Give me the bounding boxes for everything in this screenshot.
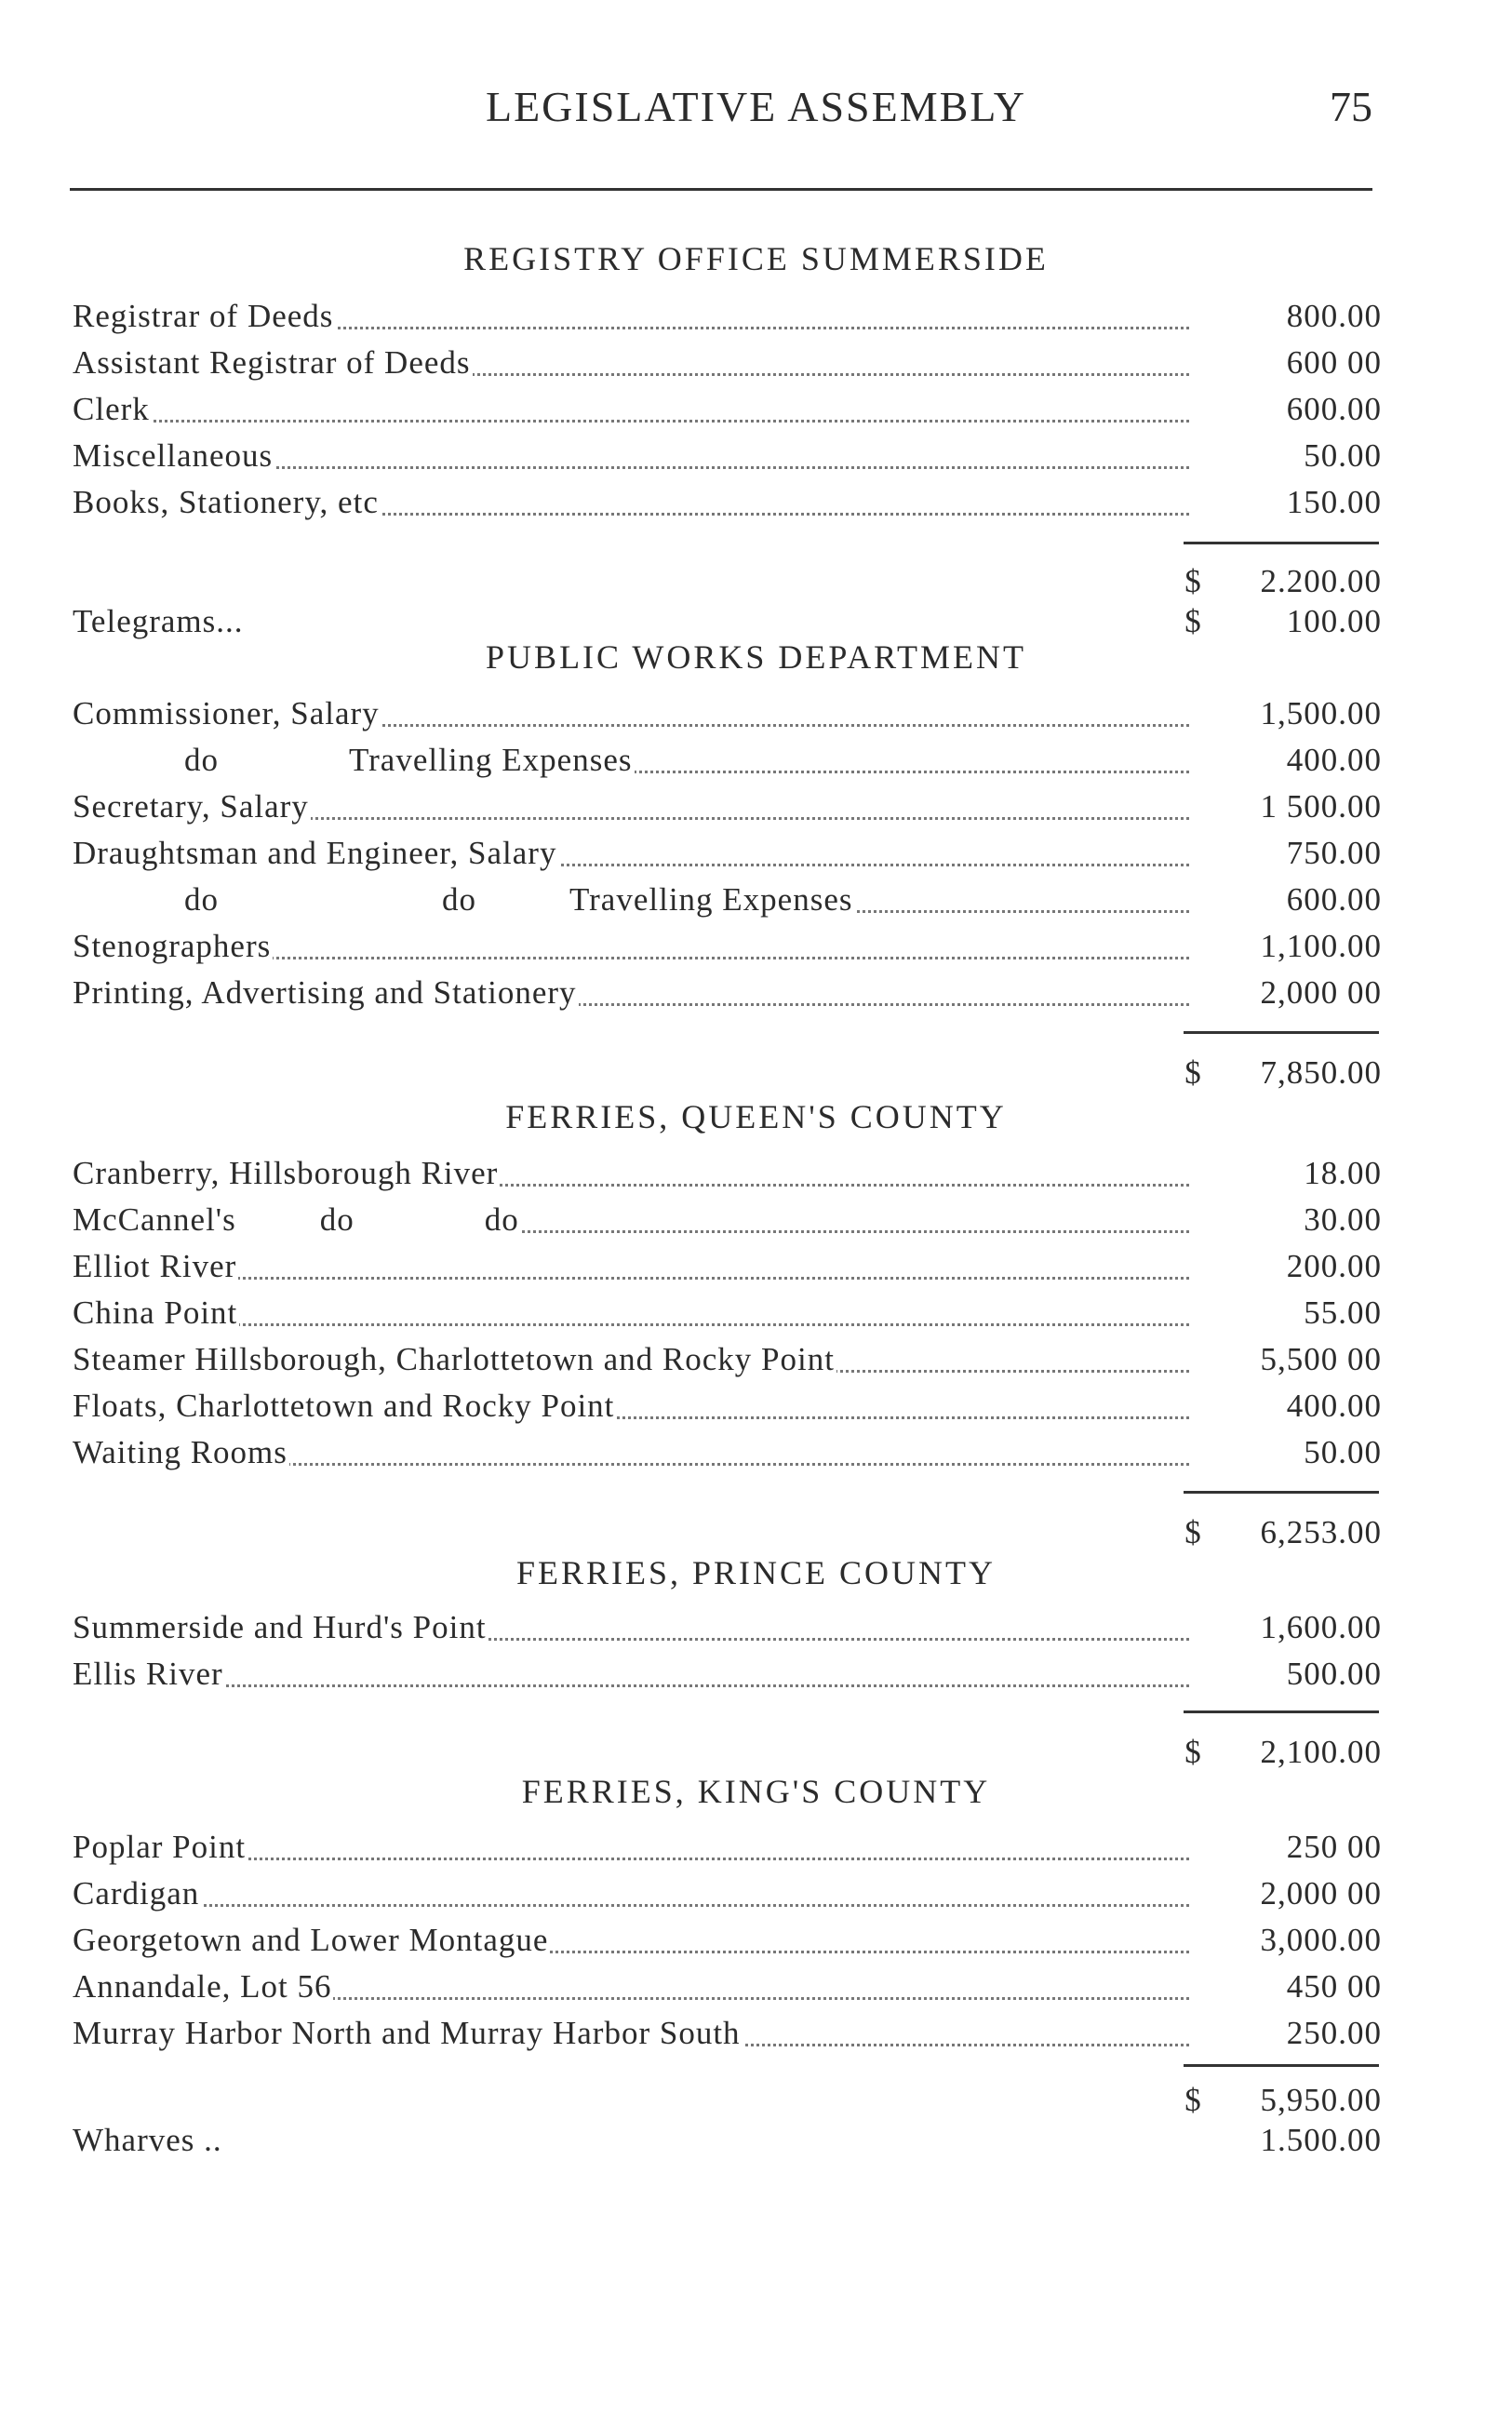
page-header — [0, 82, 1512, 147]
currency-sign: $ — [1184, 1734, 1201, 1770]
line-item-label: Summerside and Hurd's Point — [73, 1609, 487, 1645]
line-item-amount: 250.00 — [1286, 2015, 1382, 2051]
line-item — [0, 1150, 1512, 1197]
currency-sign: $ — [1184, 2082, 1201, 2118]
line-item — [0, 1336, 1512, 1383]
line-item — [0, 923, 1512, 970]
line-item-amount: 100.00 — [1286, 603, 1382, 639]
section-total-amount: 2.200.00 — [1260, 563, 1382, 599]
line-item — [0, 1651, 1512, 1697]
line-item-label: Wharves .. — [73, 2122, 222, 2158]
section-title-ferries-prince: FERRIES, PRINCE COUNTY — [515, 1554, 997, 1591]
line-item-amount: 1.500.00 — [1260, 2122, 1382, 2158]
line-item-amount: 5,500 00 — [1260, 1341, 1382, 1377]
line-item — [0, 1290, 1512, 1336]
section-title-ferries-queens: FERRIES, QUEEN'S COUNTY — [505, 1098, 1007, 1135]
line-item — [0, 1824, 1512, 1871]
ditto-mark: do — [184, 881, 219, 918]
line-item-amount: 1,100.00 — [1260, 928, 1382, 964]
line-item — [0, 1604, 1512, 1651]
section-title-public-works: PUBLIC WORKS DEPARTMENT — [486, 638, 1026, 676]
line-item-amount: 1,500.00 — [1260, 695, 1382, 731]
line-item — [0, 1964, 1512, 2010]
line-item-label: China Point — [73, 1294, 238, 1331]
subtotal-rule — [1184, 2064, 1379, 2067]
line-item-label: Assistant Registrar of Deeds — [73, 344, 471, 381]
line-item-amount: 3,000.00 — [1260, 1922, 1382, 1958]
line-item-amount: 1 500.00 — [1260, 788, 1382, 825]
line-item — [0, 1871, 1512, 1917]
line-item — [0, 784, 1512, 830]
ditto-mark: do — [484, 1201, 519, 1238]
line-item-label: Draughtsman and Engineer, Salary — [73, 835, 557, 871]
section-total — [0, 1050, 1512, 1096]
line-item-label: Commissioner, Salary — [73, 695, 380, 731]
line-item-label: Stenographers — [73, 928, 272, 964]
line-item — [0, 1429, 1512, 1476]
section-title-registry: REGISTRY OFFICE SUMMERSIDE — [463, 240, 1049, 277]
currency-sign: $ — [1184, 603, 1201, 639]
line-item-amount: 250 00 — [1286, 1829, 1382, 1865]
line-item-label: Elliot River — [73, 1248, 237, 1284]
section-total — [0, 1729, 1512, 1776]
page-number: 75 — [1330, 83, 1372, 130]
line-item — [0, 1917, 1512, 1964]
line-item-label: Steamer Hillsborough, Charlottetown and Rocky Point — [73, 1341, 835, 1377]
line-item-amount: 500.00 — [1286, 1656, 1382, 1692]
line-item-amount: 1,600.00 — [1260, 1609, 1382, 1645]
line-item-label: Travelling Expenses — [569, 881, 853, 918]
line-item-amount: 50.00 — [1304, 437, 1382, 474]
currency-sign: $ — [1184, 563, 1201, 599]
line-item-label: Registrar of Deeds — [73, 298, 334, 334]
line-item-label: Murray Harbor North and Murray Harbor South — [73, 2015, 741, 2051]
line-item-amount: 150.00 — [1286, 484, 1382, 520]
ditto-mark: do — [184, 742, 219, 778]
line-item-label: Ellis River — [73, 1656, 223, 1692]
line-item-label: Travelling Expenses — [349, 742, 633, 778]
section-total-amount: 5,950.00 — [1260, 2082, 1382, 2118]
line-item — [0, 737, 1512, 784]
line-item-label: Books, Stationery, etc — [73, 484, 379, 520]
line-item-amount: 2,000 00 — [1260, 974, 1382, 1011]
line-item-amount: 600.00 — [1286, 881, 1382, 918]
line-item — [0, 293, 1512, 340]
line-item-label: Floats, Charlottetown and Rocky Point — [73, 1388, 615, 1424]
ditto-mark: do — [442, 881, 476, 918]
line-item-label: Cardigan — [73, 1875, 200, 1912]
section-total-amount: 2,100.00 — [1260, 1734, 1382, 1770]
line-item-label: Cranberry, Hillsborough River — [73, 1155, 499, 1191]
header-rule — [70, 188, 1372, 191]
section-total-amount: 7,850.00 — [1260, 1054, 1382, 1091]
line-item-amount: 55.00 — [1304, 1294, 1382, 1331]
subtotal-rule — [1184, 1710, 1379, 1713]
line-item-label: Miscellaneous — [73, 437, 274, 474]
line-item-wharves — [0, 2117, 1512, 2164]
line-item-label: Georgetown and Lower Montague — [73, 1922, 549, 1958]
line-item-amount: 400.00 — [1286, 1388, 1382, 1424]
subtotal-rule — [1184, 542, 1379, 544]
line-item — [0, 691, 1512, 737]
line-item — [0, 970, 1512, 1016]
line-item-amount: 600.00 — [1286, 391, 1382, 427]
line-item-amount: 18.00 — [1304, 1155, 1382, 1191]
line-item — [0, 1197, 1512, 1243]
line-item-label: Waiting Rooms — [73, 1434, 288, 1470]
line-item — [0, 386, 1512, 433]
line-item — [0, 877, 1512, 923]
line-item-amount: 2,000 00 — [1260, 1875, 1382, 1912]
line-item-amount: 450 00 — [1286, 1968, 1382, 2005]
line-item-label: Annandale, Lot 56 — [73, 1968, 332, 2005]
line-item-amount: 400.00 — [1286, 742, 1382, 778]
line-item-label: Clerk — [73, 391, 150, 427]
line-item — [0, 433, 1512, 479]
page-title: LEGISLATIVE ASSEMBLY — [485, 83, 1027, 130]
line-item — [0, 2010, 1512, 2057]
line-item — [0, 1243, 1512, 1290]
line-item — [0, 479, 1512, 526]
section-total-amount: 6,253.00 — [1260, 1514, 1382, 1550]
ditto-mark: do — [319, 1201, 355, 1238]
line-item-amount: 800.00 — [1286, 298, 1382, 334]
subtotal-rule — [1184, 1031, 1379, 1034]
line-item — [0, 830, 1512, 877]
line-item-amount: 750.00 — [1286, 835, 1382, 871]
line-item-label: McCannel's — [73, 1201, 236, 1238]
line-item-amount: 50.00 — [1304, 1434, 1382, 1470]
line-item-label: Telegrams... — [73, 603, 244, 639]
line-item-label: Secretary, Salary — [73, 788, 309, 825]
section-title-ferries-kings: FERRIES, KING'S COUNTY — [521, 1773, 991, 1810]
line-item-label: Printing, Advertising and Stationery — [73, 974, 577, 1011]
section-total — [0, 1509, 1512, 1556]
line-item-amount: 30.00 — [1304, 1201, 1382, 1238]
currency-sign: $ — [1184, 1514, 1201, 1550]
line-item — [0, 340, 1512, 386]
currency-sign: $ — [1184, 1054, 1201, 1091]
line-item-amount: 200.00 — [1286, 1248, 1382, 1284]
line-item-amount: 600 00 — [1286, 344, 1382, 381]
line-item-label: Poplar Point — [73, 1829, 247, 1865]
line-item — [0, 1383, 1512, 1429]
subtotal-rule — [1184, 1491, 1379, 1494]
